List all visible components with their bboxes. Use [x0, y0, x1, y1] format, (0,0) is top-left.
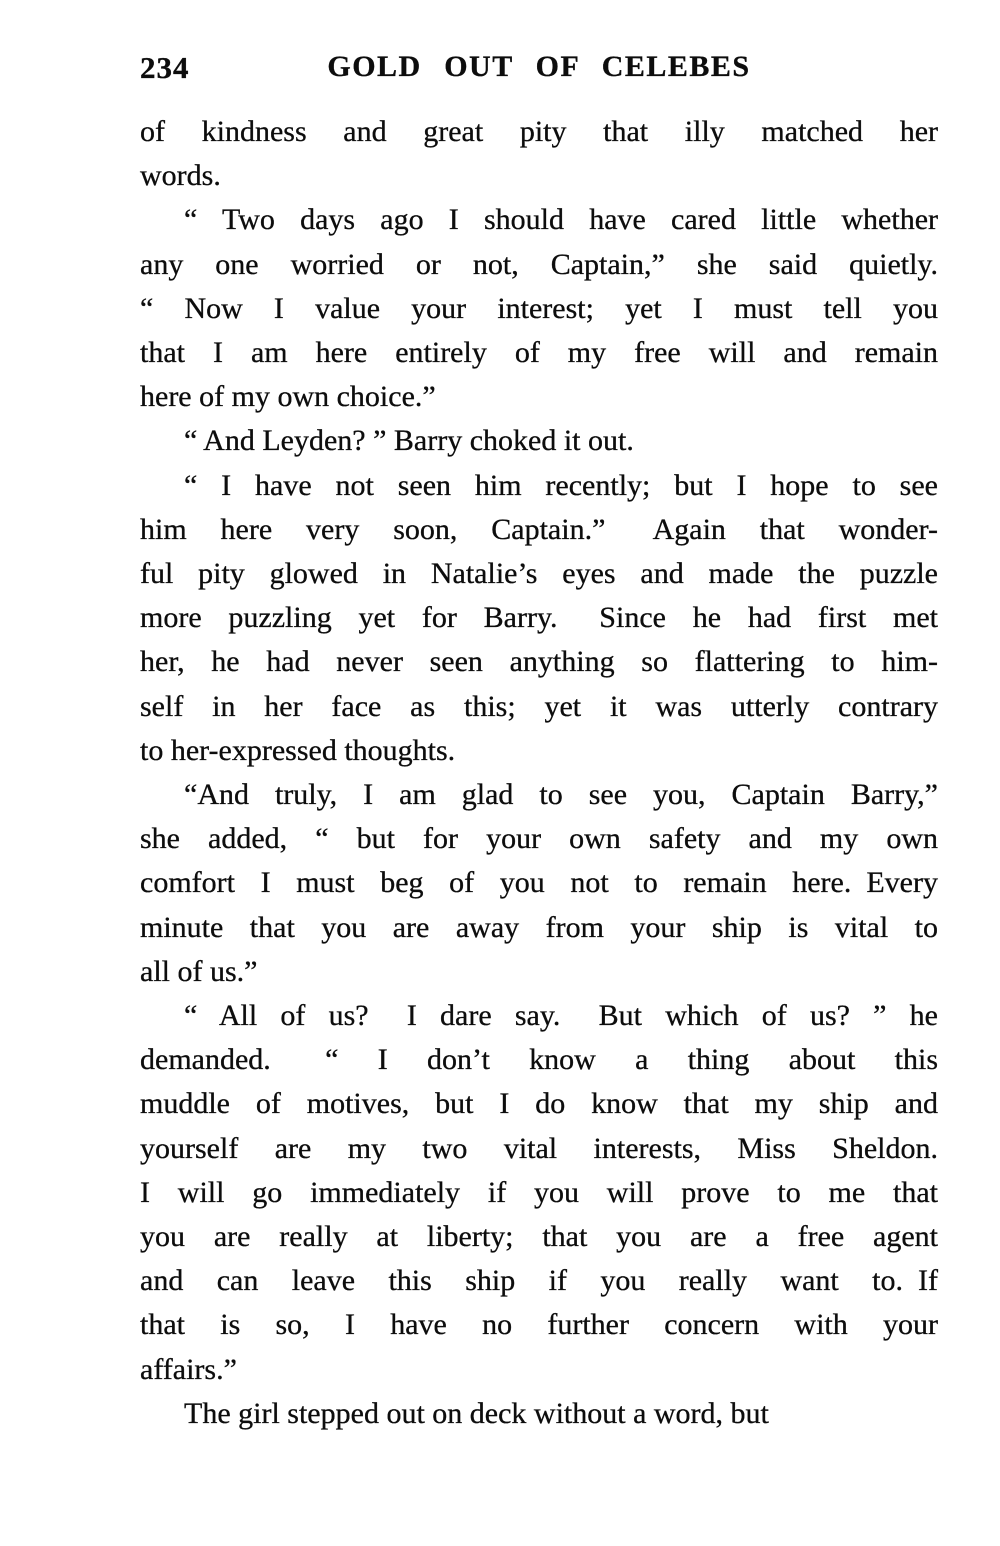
- text-line: “ I have not seen him recently; but I hope to see: [184, 468, 938, 502]
- text-line: demanded. “ I don’t know a thing about this: [140, 1043, 938, 1077]
- text-line: I will go immediately if you will prove to me that: [140, 1175, 938, 1209]
- text-line: “ And Leyden? ” Barry choked it out.: [184, 424, 634, 458]
- text-line: ful pity glowed in Natalie’s eyes and made the puzzle: [140, 557, 938, 591]
- text-line: to her-expressed thoughts.: [140, 733, 456, 767]
- text-line: “ Now I value your interest; yet I must tell you: [140, 291, 938, 325]
- page-number: 234: [140, 50, 190, 85]
- text-line: comfort I must beg of you not to remain here. Every: [140, 866, 938, 900]
- text-line: muddle of motives, but I do know that my ship and: [140, 1087, 938, 1121]
- page-header: [140, 50, 938, 90]
- text-line: words.: [140, 159, 221, 193]
- text-line: her, he had never seen anything so flattering to him-: [140, 645, 938, 679]
- text-line: any one worried or not, Captain,” she said quietly.: [140, 247, 938, 281]
- text-line: more puzzling yet for Barry. Since he had first met: [140, 601, 938, 635]
- text-line: “ Two days ago I should have cared little whether: [184, 203, 938, 237]
- text-line: yourself are my two vital interests, Miss Sheldon.: [140, 1131, 938, 1165]
- text-line: of kindness and great pity that illy matched her: [140, 115, 938, 148]
- text-line: and can leave this ship if you really want to. If: [140, 1264, 938, 1298]
- text-line: here of my own choice.”: [140, 380, 436, 414]
- text-line: self in her face as this; yet it was utterly contrary: [140, 689, 938, 723]
- text-line: she added, “ but for your own safety and my own: [140, 822, 938, 856]
- text-line: “ All of us? I dare say. But which of us? ” he: [184, 999, 938, 1033]
- text-line: you are really at liberty; that you are a free agent: [140, 1220, 938, 1254]
- text-line: The girl stepped out on deck without a word, but: [184, 1396, 769, 1430]
- text-line: all of us.”: [140, 954, 258, 988]
- running-title: GOLD OUT OF CELEBES: [327, 50, 751, 83]
- text-line: “And truly, I am glad to see you, Captain Barry,”: [184, 778, 938, 812]
- text-line: him here very soon, Captain.” Again that wonder-: [140, 512, 938, 546]
- text-line: affairs.”: [140, 1352, 237, 1386]
- page-body: [140, 110, 938, 1436]
- text-line: that I am here entirely of my free will and remain: [140, 336, 938, 370]
- text-line: minute that you are away from your ship is vital to: [140, 910, 938, 944]
- text-line: that is so, I have no further concern with your: [140, 1308, 938, 1342]
